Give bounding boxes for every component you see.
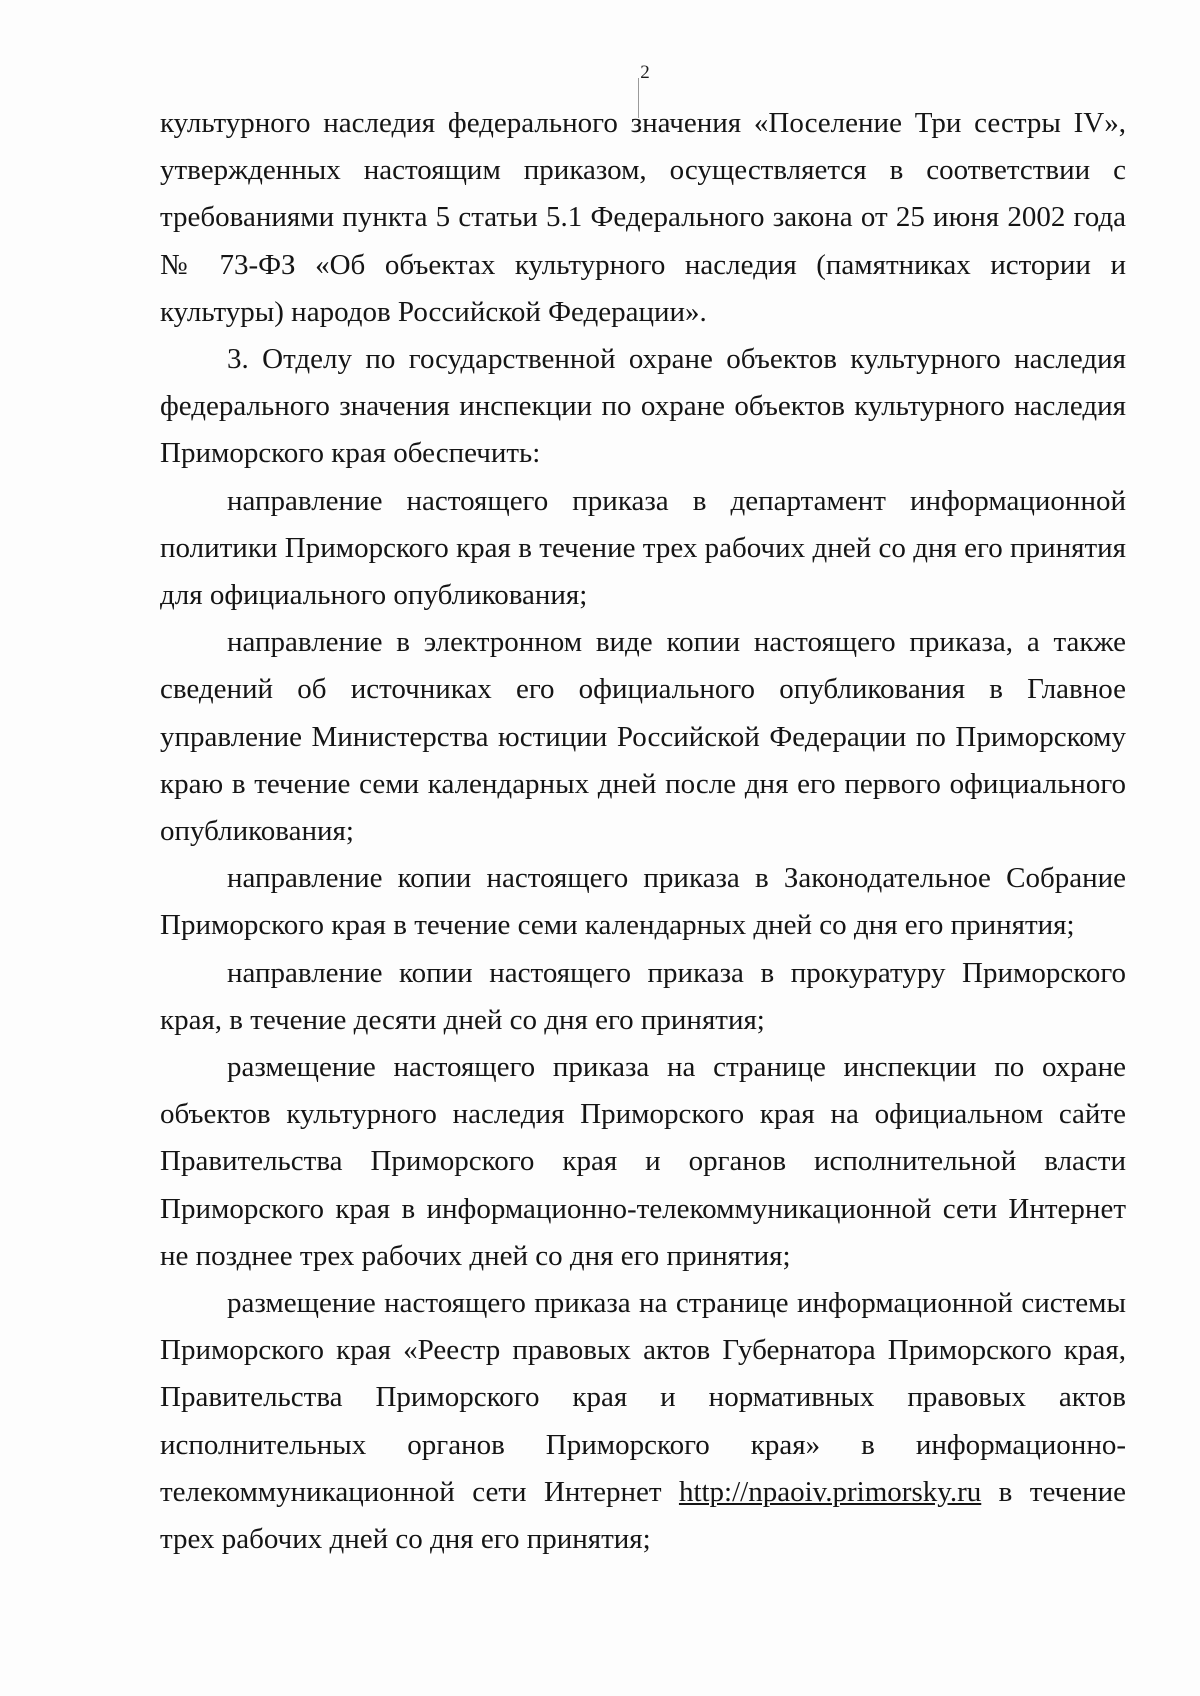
page-number: 2	[640, 62, 650, 83]
document-body	[160, 100, 1126, 1563]
paragraph-legislative-assembly: направление копии настоящего приказа в Законодательное Собрание Приморского края в течение семи календарных дней со дня его принятия;	[160, 862, 1126, 942]
paragraph-info-policy: направление настоящего приказа в департамент информационной политики Приморского края в течение трех рабочих дней со дня его принятия для официального опубликования;	[160, 484, 1126, 612]
paragraph-ministry-justice: направление в электронном виде копии настоящего приказа, а также сведений об источниках его официального опубликования в Главное управление Министерства юстиции Российской Федерации по Приморскому краю в течение семи календарных дней после дня его первого официального опубликования;	[160, 626, 1126, 848]
paragraph-registry	[160, 1280, 1126, 1563]
registry-text: размещение настоящего приказа на странице информационной системы Приморского края «Реестр правовых актов Губернатора Приморского края, Правительства Приморского края и нормативных правовых актов исполнительных органов Приморского края» в информационно-телекоммуникационной сети Интернет	[160, 1287, 1126, 1508]
registry-text-end: в течение трех рабочих дней со дня его принятия;	[160, 1475, 1126, 1556]
paragraph-continuation: культурного наследия федерального значения «Поселение Три сестры IV», утвержденных настоящим приказом, осуществляется в соответствии с требованиями пункта 5 статьи 5.1 Федерального закона от 25 июня 2002 года № 73-ФЗ «Об объектах культурного наследия (памятниках истории и культуры) народов Российской Федерации».	[160, 107, 1126, 328]
paragraph-section-3: 3. Отделу по государственной охране объектов культурного наследия федерального значения инспекции по охране объектов культурного наследия Приморского края обеспечить:	[160, 343, 1126, 470]
paragraph-prosecutor: направление копии настоящего приказа в прокуратуру Приморского края, в течение десяти дней со дня его принятия;	[160, 956, 1126, 1036]
registry-link[interactable]: http://npaoiv.primorsky.ru	[678, 1475, 982, 1508]
paragraph-official-site: размещение настоящего приказа на странице инспекции по охране объектов культурного наследия Приморского края на официальном сайте Правительства Приморского края и органов исполнительной власти Приморского края в информационно-телекоммуникационной сети Интернет не позднее трех рабочих дней со дня его принятия;	[160, 1051, 1126, 1272]
